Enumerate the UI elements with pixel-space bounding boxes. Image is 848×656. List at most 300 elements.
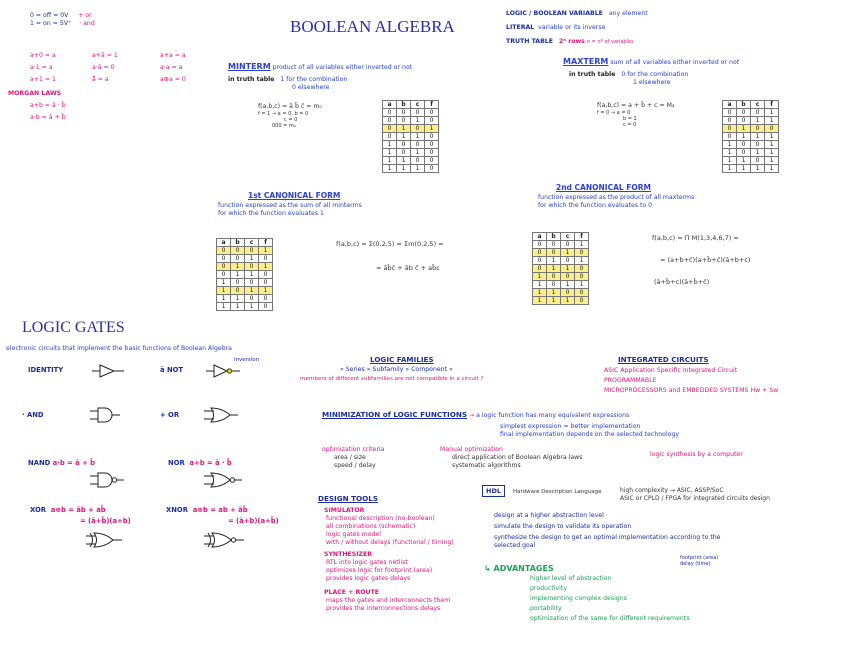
truth-table-cell: 0 bbox=[533, 265, 547, 273]
simulator-item: functional description (no-boolean) bbox=[326, 515, 435, 522]
xnor-eq: a⊕b = ab + āb̄ bbox=[192, 506, 248, 514]
truth-table-row bbox=[217, 247, 273, 255]
truth-table-cell: 0 bbox=[397, 109, 411, 117]
law-item: a+0 = a bbox=[30, 52, 56, 59]
design-tools-title: DESIGN TOOLS bbox=[318, 494, 379, 503]
truth-table-cell: 0 bbox=[411, 109, 425, 117]
truth-table-cell: 1 bbox=[383, 165, 397, 173]
truth-table-cell: 1 bbox=[723, 141, 737, 149]
ic-item-microprocessors: MICROPROCESSORS and EMBEDDED SYSTEMS Hw + Sw bbox=[604, 387, 779, 394]
truth-table-cell: 1 bbox=[737, 125, 751, 133]
truth-table-cell: 1 bbox=[737, 157, 751, 165]
law-item: a⊕a = 0 bbox=[160, 76, 186, 83]
truth-table-row bbox=[533, 249, 589, 257]
truth-table-row bbox=[217, 271, 273, 279]
truth-table-cell: 0 bbox=[397, 117, 411, 125]
xnor-gate-icon bbox=[204, 532, 246, 548]
minterm-truth-line: in truth table bbox=[228, 76, 275, 83]
law-item: ā̄ = a bbox=[92, 76, 109, 83]
maxterm-desc: sum of all variables either inverted or not bbox=[610, 59, 740, 66]
binary-row-off: 0 = off = 0V + or bbox=[30, 12, 92, 19]
minimization-sub-item: final implementation depends on the selected technology bbox=[500, 431, 680, 438]
truth-table-cell: 1 bbox=[765, 149, 779, 157]
truth-table-cell: 1 bbox=[737, 133, 751, 141]
truth-table-row bbox=[533, 257, 589, 265]
integrated-circuits-title: INTEGRATED CIRCUITS bbox=[618, 355, 709, 364]
truth-table-cell: 1 bbox=[765, 109, 779, 117]
minterm-eq-note: 000 = m₀ bbox=[272, 123, 296, 129]
truth-table-cell: 0 bbox=[411, 141, 425, 149]
truth-table-cell: 0 bbox=[383, 109, 397, 117]
not-gate-icon bbox=[206, 364, 246, 378]
truth-table-cell: 0 bbox=[411, 157, 425, 165]
truth-table-cell: 0 bbox=[245, 263, 259, 271]
synthesizer-item: optimizes logic for footprint (area) bbox=[326, 567, 433, 574]
truth-table-cell: 1 bbox=[547, 257, 561, 265]
maxterm-eq-note: b = 1 bbox=[623, 116, 637, 122]
design-tools-block bbox=[318, 495, 478, 613]
truth-table-row bbox=[383, 133, 439, 141]
truth-table-cell: 1 bbox=[397, 133, 411, 141]
truth-table-cell: 1 bbox=[561, 265, 575, 273]
truth-table-cell: 0 bbox=[723, 109, 737, 117]
truth-table-head-cell: f bbox=[425, 101, 439, 109]
truth-table-row bbox=[217, 255, 273, 263]
hdl-goal: footprint (area) bbox=[680, 555, 719, 561]
truth-table-cell: 0 bbox=[231, 247, 245, 255]
truth-table-head-cell: a bbox=[723, 101, 737, 109]
maxterm-block bbox=[563, 58, 739, 87]
maxterm-zero-line: 0 for the combination bbox=[621, 71, 689, 78]
nor-name: NOR bbox=[168, 459, 185, 467]
truth-table-cell: 1 bbox=[561, 281, 575, 289]
hdl-right-note: high complexity → ASIC, ASSP/SoC bbox=[620, 487, 724, 494]
truth-table-cell: 0 bbox=[259, 303, 273, 311]
truth-table-cell: 1 bbox=[751, 165, 765, 173]
truth-table-cell: 0 bbox=[411, 125, 425, 133]
synthesizer-item: RTL into logic gates netlist bbox=[326, 559, 408, 566]
maxterm-equation bbox=[597, 102, 674, 128]
truth-table-cell: 0 bbox=[217, 263, 231, 271]
truth-table-cell: 1 bbox=[723, 149, 737, 157]
truth-table-cell: 0 bbox=[245, 295, 259, 303]
truth-table-cell: 0 bbox=[737, 141, 751, 149]
truth-table-row bbox=[723, 157, 779, 165]
nand-gate-icon bbox=[90, 472, 130, 488]
identity-label: IDENTITY bbox=[28, 366, 64, 374]
nor-label bbox=[168, 459, 232, 467]
truth-table-cell: 0 bbox=[575, 249, 589, 257]
hdl-right-note: ASIC or CPLD / FPGA for integrated circuits design bbox=[620, 495, 770, 502]
not-inversion-note: inversion bbox=[234, 357, 260, 363]
truth-table-head-cell: c bbox=[245, 239, 259, 247]
truth-table-row bbox=[533, 289, 589, 297]
truth-table-cell: 0 bbox=[737, 149, 751, 157]
truth-table-row bbox=[383, 109, 439, 117]
hdl-items bbox=[494, 512, 724, 550]
truth-table-row bbox=[383, 117, 439, 125]
truth-table-cell: 1 bbox=[231, 271, 245, 279]
truth-table-head-cell: b bbox=[397, 101, 411, 109]
canon2-desc: for which the function evaluates to 0 bbox=[538, 202, 653, 209]
minterm-title: MINTERM bbox=[228, 62, 271, 71]
truth-table-cell: 0 bbox=[547, 241, 561, 249]
criteria-item: area / size bbox=[334, 454, 366, 461]
truth-table-cell: 1 bbox=[259, 287, 273, 295]
truth-table-cell: 0 bbox=[397, 149, 411, 157]
minterm-truth-table bbox=[382, 100, 439, 173]
truth-table-header bbox=[533, 233, 589, 241]
maxterm-one-line: 1 elsewhere bbox=[633, 79, 671, 86]
minterm-block bbox=[228, 63, 412, 92]
truth-table-row bbox=[723, 109, 779, 117]
truth-table-cell: 0 bbox=[245, 247, 259, 255]
truth-table-cell: 1 bbox=[411, 117, 425, 125]
definition-literal: LITERAL variable or its inverse bbox=[506, 24, 606, 31]
truth-table-row bbox=[383, 149, 439, 157]
truth-table-cell: 0 bbox=[723, 125, 737, 133]
simulator-item: with / without delays (functional / timing) bbox=[326, 539, 454, 546]
hdl-goal: delay (time) bbox=[680, 561, 711, 567]
synthesizer-title: SYNTHESIZER bbox=[324, 551, 372, 558]
truth-table-cell: 0 bbox=[259, 295, 273, 303]
truth-table-row bbox=[533, 281, 589, 289]
truth-table-cell: 1 bbox=[411, 133, 425, 141]
truth-table-cell: 0 bbox=[765, 125, 779, 133]
criteria-item: speed / delay bbox=[334, 462, 376, 469]
truth-table-cell: 1 bbox=[547, 297, 561, 305]
simulator-title: SIMULATOR bbox=[324, 507, 365, 514]
xor-eq-line2: = (ā+b̄)(a+b) bbox=[80, 517, 131, 525]
truth-table-cell: 0 bbox=[575, 297, 589, 305]
canon2-equation bbox=[652, 234, 750, 286]
hdl-item: synthesize the design to get an optimal implementation according to the selected goal bbox=[494, 534, 721, 549]
manual-item: systematic algorithms bbox=[452, 462, 521, 469]
truth-table-cell: 0 bbox=[425, 165, 439, 173]
truth-table-cell: 0 bbox=[259, 271, 273, 279]
truth-table-cell: 1 bbox=[383, 149, 397, 157]
advantages-title: ↳ ADVANTAGES bbox=[484, 564, 554, 573]
truth-table-cell: 0 bbox=[259, 279, 273, 287]
truth-table-row bbox=[723, 149, 779, 157]
truth-table-cell: 1 bbox=[383, 141, 397, 149]
truth-table-cell: 1 bbox=[217, 287, 231, 295]
truth-table-row bbox=[723, 165, 779, 173]
law-item: a·ā = 0 bbox=[92, 64, 115, 71]
truth-table-cell: 0 bbox=[737, 117, 751, 125]
truth-table-cell: 1 bbox=[751, 117, 765, 125]
nor-gate-icon bbox=[204, 472, 244, 488]
truth-table-row bbox=[217, 279, 273, 287]
xor-label bbox=[30, 506, 106, 514]
truth-table-head-cell: f bbox=[259, 239, 273, 247]
simulator-item: logic gates model bbox=[326, 531, 381, 538]
truth-table-cell: 0 bbox=[575, 273, 589, 281]
truth-table-row bbox=[217, 303, 273, 311]
maxterm-eq-note: c = 0 bbox=[623, 122, 637, 128]
truth-table-cell: 1 bbox=[231, 303, 245, 311]
truth-table-cell: 0 bbox=[425, 149, 439, 157]
truth-table-cell: 1 bbox=[425, 125, 439, 133]
truth-table-row bbox=[383, 141, 439, 149]
canon1-desc: for which the function evaluates 1 bbox=[218, 210, 324, 217]
maxterm-title: MAXTERM bbox=[563, 57, 609, 66]
canon2-desc: function expressed as the product of all maxterms bbox=[538, 194, 695, 201]
truth-table-cell: 1 bbox=[575, 241, 589, 249]
maxterm-truth-table bbox=[722, 100, 779, 173]
hdl-item: design at a higher abstraction level bbox=[494, 512, 604, 519]
canon1-truth-table bbox=[216, 238, 273, 311]
truth-table-cell: 1 bbox=[397, 125, 411, 133]
truth-table-head-cell: a bbox=[533, 233, 547, 241]
truth-table-head-cell: b bbox=[231, 239, 245, 247]
truth-table-row bbox=[533, 297, 589, 305]
place-route-title: PLACE + ROUTE bbox=[324, 589, 380, 596]
maxterm-eq-main: f(a,b,c) = a + b̄ + c = M₂ bbox=[597, 102, 675, 109]
truth-table-row bbox=[533, 241, 589, 249]
hdl-item: simulate the design to validate its operation bbox=[494, 523, 632, 530]
hdl-full-name: Hardware Description Language bbox=[512, 489, 602, 495]
advantage-item: portability bbox=[530, 605, 562, 612]
truth-table-cell: 0 bbox=[547, 281, 561, 289]
canon1-title: 1st CANONICAL FORM bbox=[248, 191, 341, 200]
morgan-title: MORGAN LAWS bbox=[8, 90, 62, 97]
definition-variable: LOGIC / BOOLEAN VARIABLE any element bbox=[506, 10, 648, 17]
truth-table-cell: 0 bbox=[751, 109, 765, 117]
truth-table-cell: 0 bbox=[425, 109, 439, 117]
xnor-eq-line2: = (ā+b)(a+b̄) bbox=[228, 517, 279, 525]
truth-table-cell: 0 bbox=[561, 289, 575, 297]
truth-table-row bbox=[723, 125, 779, 133]
truth-table-cell: 1 bbox=[723, 157, 737, 165]
logic-synthesis-note: logic synthesis by a computer bbox=[650, 451, 743, 458]
truth-table-cell: 0 bbox=[231, 255, 245, 263]
advantage-item: implementing complex designs bbox=[530, 595, 627, 602]
maxterm-eq-note: f = 0 → a = 0 bbox=[597, 110, 631, 116]
boolean-algebra-title: BOOLEAN ALGEBRA bbox=[290, 17, 455, 36]
truth-table-cell: 0 bbox=[751, 141, 765, 149]
truth-table-cell: 0 bbox=[561, 257, 575, 265]
canon1-desc: function expressed as the sum of all minterms bbox=[218, 202, 362, 209]
truth-table-cell: 1 bbox=[561, 249, 575, 257]
advantages-title-text: ADVANTAGES bbox=[493, 564, 554, 573]
minimization-title: MINIMIZATION of LOGIC FUNCTIONS bbox=[322, 410, 468, 419]
truth-table-cell: 0 bbox=[383, 117, 397, 125]
truth-table-cell: 0 bbox=[217, 271, 231, 279]
truth-table-cell: 0 bbox=[737, 109, 751, 117]
nor-eq: a+b = ā · b̄ bbox=[189, 459, 232, 467]
definition-truth-table: TRUTH TABLE 2ⁿ rows n = nº of variables bbox=[506, 38, 634, 45]
truth-table-cell: 0 bbox=[723, 117, 737, 125]
truth-table-cell: 1 bbox=[397, 165, 411, 173]
truth-table-row bbox=[533, 273, 589, 281]
hdl-block bbox=[482, 487, 601, 496]
truth-table-cell: 0 bbox=[561, 273, 575, 281]
minimization-sub-item: simplest expression = better implementation bbox=[500, 423, 641, 430]
truth-table-row bbox=[383, 165, 439, 173]
xnor-label bbox=[166, 506, 248, 514]
truth-table-cell: 1 bbox=[765, 133, 779, 141]
minimization-arrow-text: a logic function has many equivalent expressions bbox=[476, 412, 630, 419]
simulator-item: all combinations (schematic) bbox=[326, 523, 416, 530]
truth-table-cell: 1 bbox=[245, 271, 259, 279]
minimization-subs bbox=[500, 423, 679, 439]
canon1-eq-line: = āb̄c̄ + āb c̄ + ab̄c bbox=[376, 264, 440, 272]
truth-table-cell: 1 bbox=[411, 165, 425, 173]
truth-table-cell: 0 bbox=[547, 249, 561, 257]
laws-col-3 bbox=[160, 52, 186, 84]
truth-table-cell: 1 bbox=[411, 149, 425, 157]
truth-table-cell: 1 bbox=[245, 303, 259, 311]
truth-table-head-cell: c bbox=[751, 101, 765, 109]
canon1-equation bbox=[336, 240, 444, 272]
place-route-item: provides the interconnections delays bbox=[326, 605, 441, 612]
truth-table-cell: 1 bbox=[217, 303, 231, 311]
truth-table-cell: 1 bbox=[547, 265, 561, 273]
truth-table-head-cell: a bbox=[383, 101, 397, 109]
truth-table-cell: 0 bbox=[383, 133, 397, 141]
manual-optimization bbox=[440, 446, 582, 470]
synthesizer-item: provides logic gates delays bbox=[326, 575, 411, 582]
law-item: a·a = a bbox=[160, 64, 183, 71]
truth-table-cell: 1 bbox=[217, 295, 231, 303]
truth-table-cell: 1 bbox=[751, 133, 765, 141]
nand-name: NAND bbox=[28, 459, 51, 467]
advantages-block bbox=[484, 565, 689, 623]
truth-table-cell: 0 bbox=[425, 117, 439, 125]
or-label: + OR bbox=[160, 411, 180, 419]
truth-table-cell: 0 bbox=[561, 241, 575, 249]
truth-table-cell: 1 bbox=[383, 157, 397, 165]
xor-eq: a⊕b = āb + ab̄ bbox=[50, 506, 106, 514]
xor-gate-icon bbox=[86, 532, 126, 548]
binary-values-block bbox=[30, 12, 170, 28]
nand-label bbox=[28, 459, 95, 467]
truth-table-cell: 0 bbox=[397, 141, 411, 149]
truth-table-cell: 0 bbox=[533, 249, 547, 257]
morgan-law-1: a+b = ā · b̄ bbox=[30, 102, 66, 109]
truth-table-cell: 0 bbox=[383, 125, 397, 133]
truth-table-cell: 1 bbox=[231, 263, 245, 271]
truth-table-cell: 0 bbox=[217, 247, 231, 255]
law-item: a+ā = 1 bbox=[92, 52, 118, 59]
truth-table-cell: 0 bbox=[245, 279, 259, 287]
truth-table-header bbox=[217, 239, 273, 247]
truth-table-cell: 0 bbox=[217, 255, 231, 263]
canon2-title: 2nd CANONICAL FORM bbox=[556, 183, 652, 192]
canon2-eq-line: f(a,b,c) = Π M(1,3,4,6,7) = bbox=[652, 234, 739, 242]
truth-table-row bbox=[383, 125, 439, 133]
canon1-block bbox=[218, 192, 362, 218]
truth-table-cell: 0 bbox=[231, 287, 245, 295]
logic-families-block bbox=[300, 356, 483, 383]
logic-gates-intro: electronic circuits that implement the basic functions of Boolean Algebra bbox=[6, 345, 232, 352]
not-label: ā NOT bbox=[160, 366, 184, 374]
morgan-law-2: a·b = ā + b̄ bbox=[30, 114, 66, 121]
manual-item: direct application of Boolean Algebra laws bbox=[452, 454, 583, 461]
truth-table-cell: 0 bbox=[751, 157, 765, 165]
truth-table-row bbox=[383, 157, 439, 165]
and-label: · AND bbox=[22, 411, 44, 419]
truth-table-row bbox=[217, 263, 273, 271]
truth-table-row bbox=[723, 117, 779, 125]
and-gate-icon bbox=[90, 407, 130, 423]
truth-table-cell: 1 bbox=[765, 165, 779, 173]
truth-table-cell: 1 bbox=[547, 289, 561, 297]
truth-table-cell: 1 bbox=[575, 257, 589, 265]
truth-table-cell: 0 bbox=[231, 279, 245, 287]
truth-table-head-cell: c bbox=[561, 233, 575, 241]
nand-eq: a·b = ā + b̄ bbox=[52, 459, 95, 467]
hdl-right-notes bbox=[620, 487, 770, 503]
truth-table-cell: 1 bbox=[737, 165, 751, 173]
minimization-block: MINIMIZATION of LOGIC FUNCTIONS → a logic function has many equivalent expressions bbox=[322, 410, 630, 419]
truth-table-cell: 0 bbox=[533, 257, 547, 265]
integrated-circuits-block bbox=[604, 356, 778, 395]
canon2-truth-table bbox=[532, 232, 589, 305]
truth-table-cell: 1 bbox=[575, 281, 589, 289]
truth-table-cell: 1 bbox=[533, 273, 547, 281]
logic-gates-title: LOGIC GATES bbox=[22, 319, 125, 336]
truth-table-cell: 0 bbox=[575, 289, 589, 297]
law-item: a·1 = a bbox=[30, 64, 53, 71]
binary-row-on: 1 = on = 5V⁺ · and bbox=[30, 20, 95, 27]
truth-table-row bbox=[217, 295, 273, 303]
advantage-item: higher level of abstraction bbox=[530, 575, 612, 582]
truth-table-cell: 0 bbox=[425, 133, 439, 141]
truth-table-cell: 1 bbox=[245, 255, 259, 263]
xnor-name: XNOR bbox=[166, 506, 188, 514]
truth-table-head-cell: b bbox=[737, 101, 751, 109]
minterm-one-line: 1 for the combination bbox=[280, 76, 348, 83]
truth-table-cell: 1 bbox=[533, 297, 547, 305]
logic-families-title: LOGIC FAMILIES bbox=[370, 355, 434, 364]
canon2-block bbox=[538, 184, 694, 210]
truth-table-cell: 0 bbox=[723, 133, 737, 141]
laws-col-1 bbox=[30, 52, 56, 84]
truth-table-cell: 1 bbox=[533, 289, 547, 297]
truth-table-cell: 0 bbox=[425, 141, 439, 149]
truth-table-cell: 1 bbox=[397, 157, 411, 165]
minterm-eq-main: f(a,b,c) = ā b̄ c̄ = m₀ bbox=[258, 103, 322, 110]
advantage-item: productivity bbox=[530, 585, 567, 592]
logic-families-note: members of different subfamilies are not compatible in a circuit ? bbox=[300, 376, 484, 382]
laws-col-2 bbox=[92, 52, 118, 84]
xor-name: XOR bbox=[30, 506, 47, 514]
ic-item-programmable: PROGRAMMABLE bbox=[604, 377, 657, 384]
truth-table-cell: 0 bbox=[425, 157, 439, 165]
truth-table-cell: 1 bbox=[751, 149, 765, 157]
minterm-zero-line: 0 elsewhere bbox=[292, 84, 330, 91]
truth-table-head-cell: b bbox=[547, 233, 561, 241]
or-gate-icon bbox=[204, 407, 244, 423]
truth-table-head-cell: f bbox=[575, 233, 589, 241]
truth-table-cell: 1 bbox=[561, 297, 575, 305]
truth-table-cell: 1 bbox=[259, 263, 273, 271]
truth-table-cell: 1 bbox=[723, 165, 737, 173]
manual-title: Manual optimization bbox=[440, 446, 503, 453]
law-item: a+1 = 1 bbox=[30, 76, 56, 83]
truth-table-row bbox=[723, 141, 779, 149]
truth-table-cell: 0 bbox=[533, 241, 547, 249]
logic-families-hierarchy: « Series » Subfamily » Component » bbox=[340, 366, 453, 373]
minterm-eq-note: f = 1 → a = 0, b = 0 bbox=[258, 111, 309, 117]
minterm-desc: product of all variables either inverted or not bbox=[272, 64, 413, 71]
minterm-equation bbox=[258, 103, 322, 129]
truth-table-head-cell: a bbox=[217, 239, 231, 247]
truth-table-head-cell: c bbox=[411, 101, 425, 109]
truth-table-cell: 1 bbox=[231, 295, 245, 303]
